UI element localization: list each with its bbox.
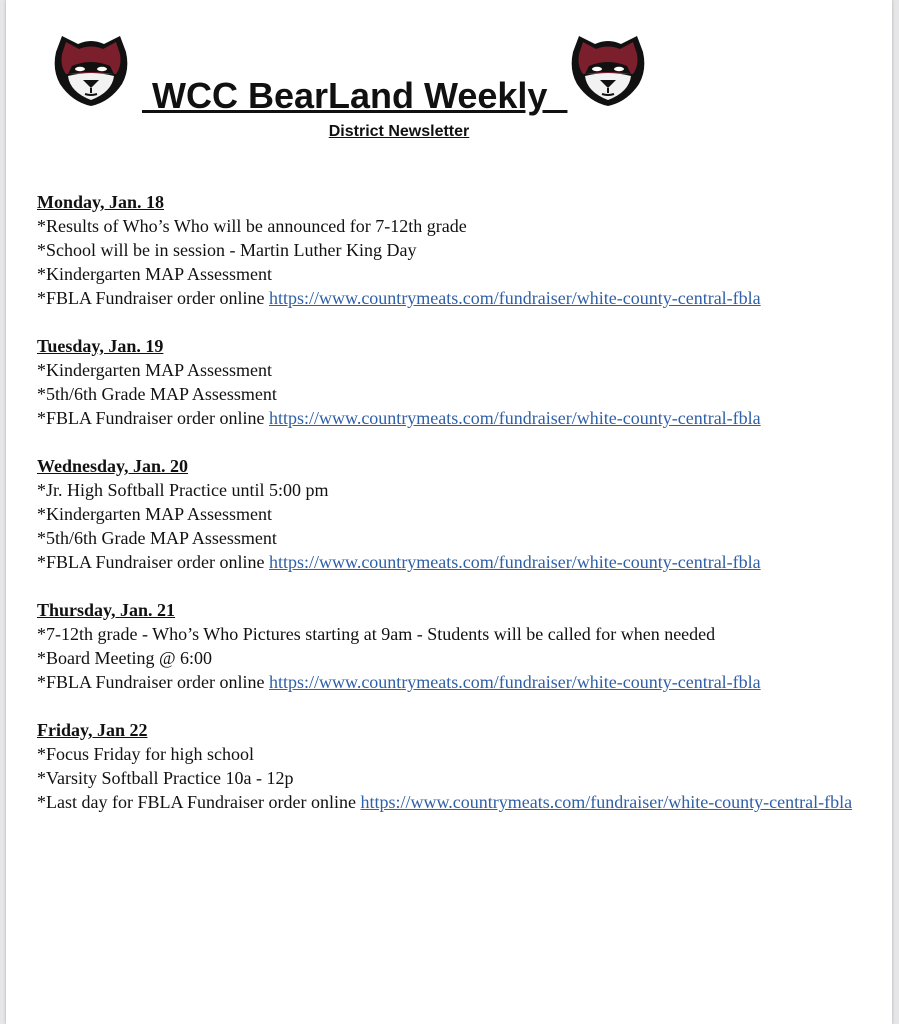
day-section: [37, 598, 887, 694]
schedule-item: [37, 502, 887, 526]
bear-logo-icon: [52, 30, 130, 108]
schedule-item-text: *School will be in session - Martin Luther King Day: [37, 240, 417, 260]
schedule-item: [37, 262, 887, 286]
schedule-item: [37, 670, 887, 694]
fundraiser-link[interactable]: https://www.countrymeats.com/fundraiser/white-county-central-fbla: [360, 792, 853, 812]
day-heading: Friday, Jan 22: [37, 720, 148, 740]
schedule-item-text: *Jr. High Softball Practice until 5:00 pm: [37, 480, 329, 500]
schedule-item: [37, 646, 887, 670]
schedule-item: [37, 622, 887, 646]
schedule-item-text: *7-12th grade - Who’s Who Pictures starting at 9am - Students will be called for when needed: [37, 624, 716, 644]
weekly-schedule: [37, 190, 887, 838]
schedule-item-text: *Varsity Softball Practice 10a - 12p: [37, 768, 294, 788]
day-heading: Thursday, Jan. 21: [37, 600, 176, 620]
schedule-item-text: *Kindergarten MAP Assessment: [37, 360, 272, 380]
bear-logo-icon: [569, 30, 647, 108]
schedule-item-text: *Results of Who’s Who will be announced for 7-12th grade: [37, 216, 467, 236]
day-section: [37, 718, 887, 814]
schedule-item: [37, 286, 887, 310]
day-section: [37, 454, 887, 574]
newsletter-subtitle: District Newsletter: [328, 123, 470, 140]
schedule-item-text: *5th/6th Grade MAP Assessment: [37, 384, 277, 404]
schedule-item: [37, 382, 887, 406]
fundraiser-link[interactable]: https://www.countrymeats.com/fundraiser/white-county-central-fbla: [268, 552, 761, 572]
schedule-item-text: *5th/6th Grade MAP Assessment: [37, 528, 277, 548]
newsletter-page: [6, 0, 892, 1024]
schedule-item-text: *FBLA Fundraiser order online: [37, 288, 269, 308]
schedule-item-text: *FBLA Fundraiser order online: [37, 552, 269, 572]
schedule-item: [37, 790, 887, 814]
day-section: [37, 334, 887, 430]
schedule-item: [37, 766, 887, 790]
day-heading: Monday, Jan. 18: [37, 192, 165, 212]
schedule-item: [37, 238, 887, 262]
schedule-item-text: *FBLA Fundraiser order online: [37, 672, 269, 692]
schedule-item-text: *Focus Friday for high school: [37, 744, 254, 764]
schedule-item: [37, 550, 887, 574]
schedule-item: [37, 742, 887, 766]
schedule-item-text: *Kindergarten MAP Assessment: [37, 264, 272, 284]
schedule-item: [37, 358, 887, 382]
day-heading: Tuesday, Jan. 19: [37, 336, 164, 356]
schedule-item: [37, 526, 887, 550]
schedule-item: [37, 406, 887, 430]
schedule-item: [37, 478, 887, 502]
schedule-item-text: *Kindergarten MAP Assessment: [37, 504, 272, 524]
fundraiser-link[interactable]: https://www.countrymeats.com/fundraiser/white-county-central-fbla: [268, 408, 761, 428]
day-heading: Wednesday, Jan. 20: [37, 456, 189, 476]
schedule-item-text: *Last day for FBLA Fundraiser order online: [37, 792, 361, 812]
day-section: [37, 190, 887, 310]
newsletter-title: WCC BearLand Weekly: [142, 75, 568, 116]
schedule-item: [37, 214, 887, 238]
schedule-item-text: *FBLA Fundraiser order online: [37, 408, 269, 428]
fundraiser-link[interactable]: https://www.countrymeats.com/fundraiser/white-county-central-fbla: [268, 672, 761, 692]
fundraiser-link[interactable]: https://www.countrymeats.com/fundraiser/white-county-central-fbla: [268, 288, 761, 308]
schedule-item-text: *Board Meeting @ 6:00: [37, 648, 213, 668]
